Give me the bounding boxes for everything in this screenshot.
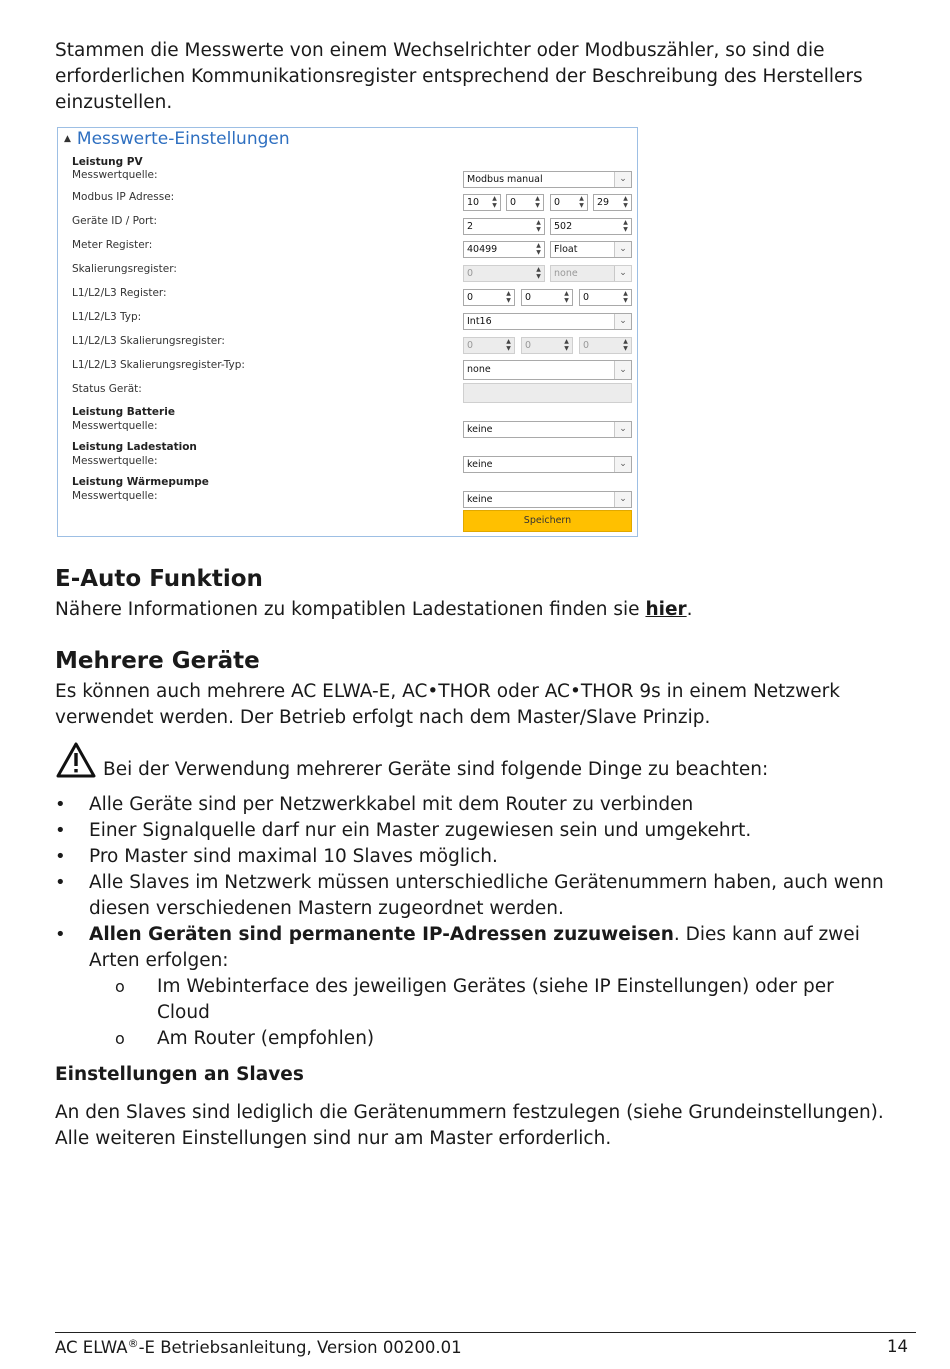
scale-type-select: none ⌄ — [550, 265, 632, 282]
heatpump-source-select[interactable]: keine ⌄ — [463, 491, 632, 508]
meter-register-input[interactable]: 40499 ▲ ▼ — [463, 241, 545, 258]
l-scale-type-select[interactable]: none ⌄ — [463, 360, 632, 380]
spinner-icon: ▲ ▼ — [564, 338, 569, 352]
spinner-icon[interactable]: ▲ ▼ — [492, 195, 497, 209]
l2-register-input[interactable]: 0 ▲ ▼ — [521, 289, 573, 306]
label-modbus-ip: Modbus IP Adresse: — [72, 191, 175, 203]
spinner-icon[interactable]: ▲ ▼ — [536, 242, 541, 256]
spinner-icon[interactable]: ▲ ▼ — [564, 290, 569, 304]
label-skalierung: Skalierungsregister: — [72, 263, 177, 275]
warning-icon — [56, 742, 96, 778]
list-item: • Alle Slaves im Netzwerk müssen unterschiedliche Gerätenummern haben, auch wenn diesen verschiedenen Mastern zugeordnet werden. — [55, 872, 884, 919]
chevron-down-icon: ⌄ — [614, 457, 631, 472]
label-leistung-ladestation: Leistung Ladestation — [72, 441, 197, 453]
l1-scale-input: 0 ▲ ▼ — [463, 337, 515, 354]
l2-scale-input: 0 ▲ ▼ — [521, 337, 573, 354]
status-display — [463, 383, 632, 403]
list-item: • Alle Geräte sind per Netzwerkkabel mit dem Router zu verbinden — [55, 794, 694, 815]
ip-octet-3[interactable]: 0 ▲ ▼ — [550, 194, 588, 211]
ip-octet-2[interactable]: 0 ▲ ▼ — [506, 194, 544, 211]
spinner-icon[interactable]: ▲ ▼ — [623, 219, 628, 233]
requirements-list — [55, 792, 925, 1052]
ip-octet-1[interactable]: 10 ▲ ▼ — [463, 194, 501, 211]
label-messwertquelle-waermepumpe: Messwertquelle: — [72, 490, 158, 502]
label-messwertquelle-ladestation: Messwertquelle: — [72, 455, 158, 467]
label-l123-register: L1/L2/L3 Register: — [72, 287, 167, 299]
mehrere-heading: Mehrere Geräte — [55, 648, 260, 674]
chevron-down-icon: ⌄ — [614, 422, 631, 437]
collapse-triangle-icon[interactable]: ▲ — [64, 134, 71, 144]
label-leistung-pv: Leistung PV — [72, 156, 143, 168]
mehrere-paragraph: Es können auch mehrere AC ELWA-E, AC•THOR oder AC•THOR 9s in einem Netzwerk verwendet werden. Der Betrieb erfolgt nach dem Master/Slave Prinzip. — [55, 681, 840, 728]
label-l123-typ: L1/L2/L3 Typ: — [72, 311, 142, 323]
meter-type-select[interactable]: Float ⌄ — [550, 241, 632, 258]
eauto-paragraph: Nähere Informationen zu kompatiblen Ladestationen finden sie hier. — [55, 599, 693, 620]
measurement-settings-panel — [57, 127, 638, 537]
sub-list-item: o Am Router (empfohlen) — [115, 1028, 375, 1049]
label-messwertquelle-batterie: Messwertquelle: — [72, 420, 158, 432]
spinner-icon: ▲ ▼ — [623, 338, 628, 352]
spinner-icon[interactable]: ▲ ▼ — [535, 195, 540, 209]
ip-octet-4[interactable]: 29 ▲ ▼ — [593, 194, 632, 211]
spinner-icon: ▲ ▼ — [536, 266, 541, 280]
battery-source-select[interactable]: keine ⌄ — [463, 421, 632, 438]
spinner-icon[interactable]: ▲ ▼ — [579, 195, 584, 209]
sub-list-item: o Im Webinterface des jeweiligen Gerätes (siehe IP Einstellungen) oder per Cloud — [115, 976, 834, 1023]
save-button[interactable]: Speichern — [463, 510, 632, 532]
label-l123-skal: L1/L2/L3 Skalierungsregister: — [72, 335, 225, 347]
chevron-down-icon: ⌄ — [614, 266, 631, 281]
spinner-icon[interactable]: ▲ ▼ — [506, 290, 511, 304]
intro-paragraph: Stammen die Messwerte von einem Wechselrichter oder Modbuszähler, so sind die erforderlichen Kommunikationsregister entsprechend der Beschreibung des Herstellers einzustellen. — [55, 40, 863, 113]
list-item: • Einer Signalquelle darf nur ein Master zugewiesen sein und umgekehrt. — [55, 820, 752, 841]
slaves-paragraph: An den Slaves sind lediglich die Gerätenummern festzulegen (siehe Grundeinstellungen). Alle weiteren Einstellungen sind nur am Master erforderlich. — [55, 1102, 884, 1149]
eauto-heading: E-Auto Funktion — [55, 566, 263, 592]
pv-source-select[interactable]: Modbus manual ⌄ — [463, 171, 632, 188]
sub-list — [89, 974, 885, 1052]
port-input[interactable]: 502 ▲ ▼ — [550, 218, 632, 235]
scale-register-input: 0 ▲ ▼ — [463, 265, 545, 282]
footer-title: AC ELWA®-E Betriebsanleitung, Version 00200.01 — [55, 1337, 462, 1357]
l3-register-input[interactable]: 0 ▲ ▼ — [579, 289, 632, 306]
chevron-down-icon: ⌄ — [614, 361, 631, 379]
panel-title[interactable]: ▲ Messwerte-Einstellungen — [64, 129, 290, 149]
chevron-down-icon: ⌄ — [614, 314, 631, 329]
device-id-input[interactable]: 2 ▲ ▼ — [463, 218, 545, 235]
label-leistung-batterie: Leistung Batterie — [72, 406, 175, 418]
spinner-icon: ▲ ▼ — [506, 338, 511, 352]
label-leistung-waermepumpe: Leistung Wärmepumpe — [72, 476, 209, 488]
chevron-down-icon: ⌄ — [614, 172, 631, 187]
label-geraete-id: Geräte ID / Port: — [72, 215, 158, 227]
label-l123-skal-typ: L1/L2/L3 Skalierungsregister-Typ: — [72, 359, 245, 371]
list-item: • Pro Master sind maximal 10 Slaves möglich. — [55, 846, 498, 867]
page-number: 14 — [887, 1337, 908, 1356]
footer-divider — [55, 1332, 916, 1333]
chevron-down-icon: ⌄ — [614, 242, 631, 257]
l1-register-input[interactable]: 0 ▲ ▼ — [463, 289, 515, 306]
slaves-heading: Einstellungen an Slaves — [55, 1064, 304, 1085]
label-status: Status Gerät: — [72, 383, 142, 395]
spinner-icon[interactable]: ▲ ▼ — [536, 219, 541, 233]
hier-link[interactable]: hier — [645, 599, 687, 620]
spinner-icon[interactable]: ▲ ▼ — [623, 195, 628, 209]
warning-text: Bei der Verwendung mehrerer Geräte sind folgende Dinge zu beachten: — [103, 759, 769, 780]
charger-source-select[interactable]: keine ⌄ — [463, 456, 632, 473]
label-messwertquelle: Messwertquelle: — [72, 169, 158, 181]
l-type-select[interactable]: Int16 ⌄ — [463, 313, 632, 330]
spinner-icon[interactable]: ▲ ▼ — [623, 290, 628, 304]
label-meter-register: Meter Register: — [72, 239, 153, 251]
l3-scale-input: 0 ▲ ▼ — [579, 337, 632, 354]
list-item: • Allen Geräten sind permanente IP-Adressen zuzuweisen. Dies kann auf zwei Arten erfolgen: o Im Webinterface des jeweiligen Gerätes (siehe IP Einstellungen) oder per Cloud o Am Router (empfohlen) — [55, 922, 925, 1052]
chevron-down-icon: ⌄ — [614, 492, 631, 507]
